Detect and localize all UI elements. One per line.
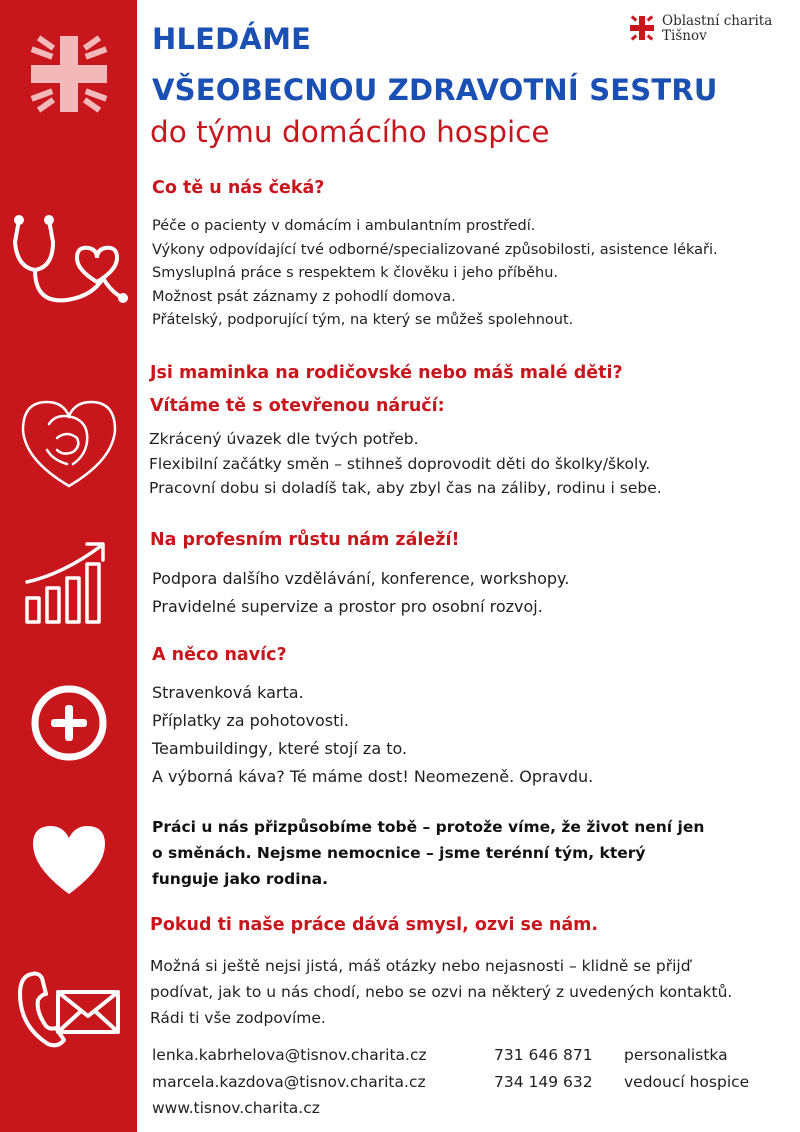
plus-circle-icon: [0, 683, 137, 763]
contact-line: podívat, jak to u nás chodí, nebo se ozvi na některý z uvedených kontaktů.: [150, 983, 733, 1001]
section-moms-title: Jsi maminka na rodičovské nebo máš malé děti?: [150, 363, 623, 383]
growth-chart-icon: [0, 540, 137, 626]
section-extra-list: [152, 679, 593, 791]
headline-line-2: VŠEOBECNOU ZDRAVOTNÍ SESTRU: [152, 73, 718, 107]
section-what-title: Co tě u nás čeká?: [152, 178, 325, 198]
charity-logo-icon: [628, 14, 656, 42]
list-item: Přátelský, podporující tým, na který se můžeš spolehnout.: [152, 312, 574, 328]
section-what-list: [152, 215, 718, 333]
sidebar: [0, 0, 137, 1132]
contact-phone[interactable]: 731 646 871: [494, 1046, 593, 1064]
contact-role: vedoucí hospice: [624, 1072, 750, 1091]
list-item: Pracovní dobu si doladíš tak, aby zbyl čas na záliby, rodinu i sebe.: [149, 479, 662, 497]
list-item: Možnost psát záznamy z pohodlí domova.: [152, 288, 456, 305]
phone-envelope-icon: [0, 966, 137, 1050]
contact-role: personalistka: [624, 1046, 728, 1064]
contact-row: [152, 1069, 749, 1096]
contact-line: Možná si ještě nejsi jistá, máš otázky nebo nejasnosti – klidně se přijď: [150, 957, 691, 975]
contact-paragraph: [150, 953, 732, 1031]
list-item: Pravidelné supervize a prostor pro osobní rozvoj.: [152, 597, 543, 616]
list-item: Zkrácený úvazek dle tvých potřeb.: [149, 430, 419, 448]
section-contact-title: Pokud ti naše práce dává smysl, ozvi se nám.: [150, 915, 599, 935]
contact-phone[interactable]: 734 149 632: [494, 1072, 593, 1091]
statement-paragraph: [152, 814, 704, 892]
section-moms-subtitle: Vítáme tě s otevřenou náručí:: [150, 396, 445, 416]
contact-line: Rádi ti vše zodpovíme.: [150, 1009, 326, 1027]
list-item: Smysluplná práce s respektem k člověku i jeho příběhu.: [152, 265, 558, 281]
statement-line: Práci u nás přizpůsobíme tobě – protože víme, že život není jen: [152, 818, 705, 836]
contact-row: [152, 1095, 749, 1122]
logo-line-2: Tišnov: [662, 28, 707, 44]
contact-table: [152, 1042, 749, 1122]
list-item: Stravenková karta.: [152, 683, 304, 702]
list-item: Podpora dalšího vzdělávání, konference, workshopy.: [152, 569, 570, 588]
list-item: Péče o pacienty v domácím i ambulantním prostředí.: [152, 218, 536, 234]
section-extra-title: A něco navíc?: [152, 645, 287, 665]
website-link[interactable]: www.tisnov.charita.cz: [152, 1099, 320, 1117]
headline-subtitle: do týmu domácího hospice: [150, 115, 550, 149]
organization-logo: [628, 14, 772, 44]
statement-line: o směnách. Nejsme nemocnice – jsme terénní tým, který: [152, 844, 646, 862]
contact-row: [152, 1042, 749, 1069]
contact-email[interactable]: marcela.kazdova@tisnov.charita.cz: [152, 1072, 426, 1091]
list-item: A výborná káva? Té máme dost! Neomezeně. Opravdu.: [152, 767, 594, 786]
logo-line-1: Oblastní charita: [662, 13, 773, 29]
list-item: Výkony odpovídající tvé odborné/specializované způsobilosti, asistence lékaři.: [152, 241, 718, 258]
mother-child-heart-icon: [0, 394, 137, 490]
list-item: Flexibilní začátky směn – stihneš doprovodit děti do školky/školy.: [149, 454, 651, 473]
section-moms-list: [149, 427, 662, 501]
section-growth-title: Na profesním růstu nám záleží!: [150, 530, 460, 550]
headline-line-1: HLEDÁME: [152, 22, 312, 56]
list-item: Příplatky za pohotovosti.: [152, 711, 349, 730]
statement-line: funguje jako rodina.: [152, 870, 328, 888]
heart-icon: [0, 822, 137, 896]
section-growth-list: [152, 565, 569, 621]
contact-email[interactable]: lenka.kabrhelova@tisnov.charita.cz: [152, 1046, 427, 1064]
list-item: Teambuildingy, které stojí za to.: [152, 739, 408, 758]
charity-cross-icon: [0, 32, 137, 116]
stethoscope-heart-icon: [0, 212, 137, 312]
